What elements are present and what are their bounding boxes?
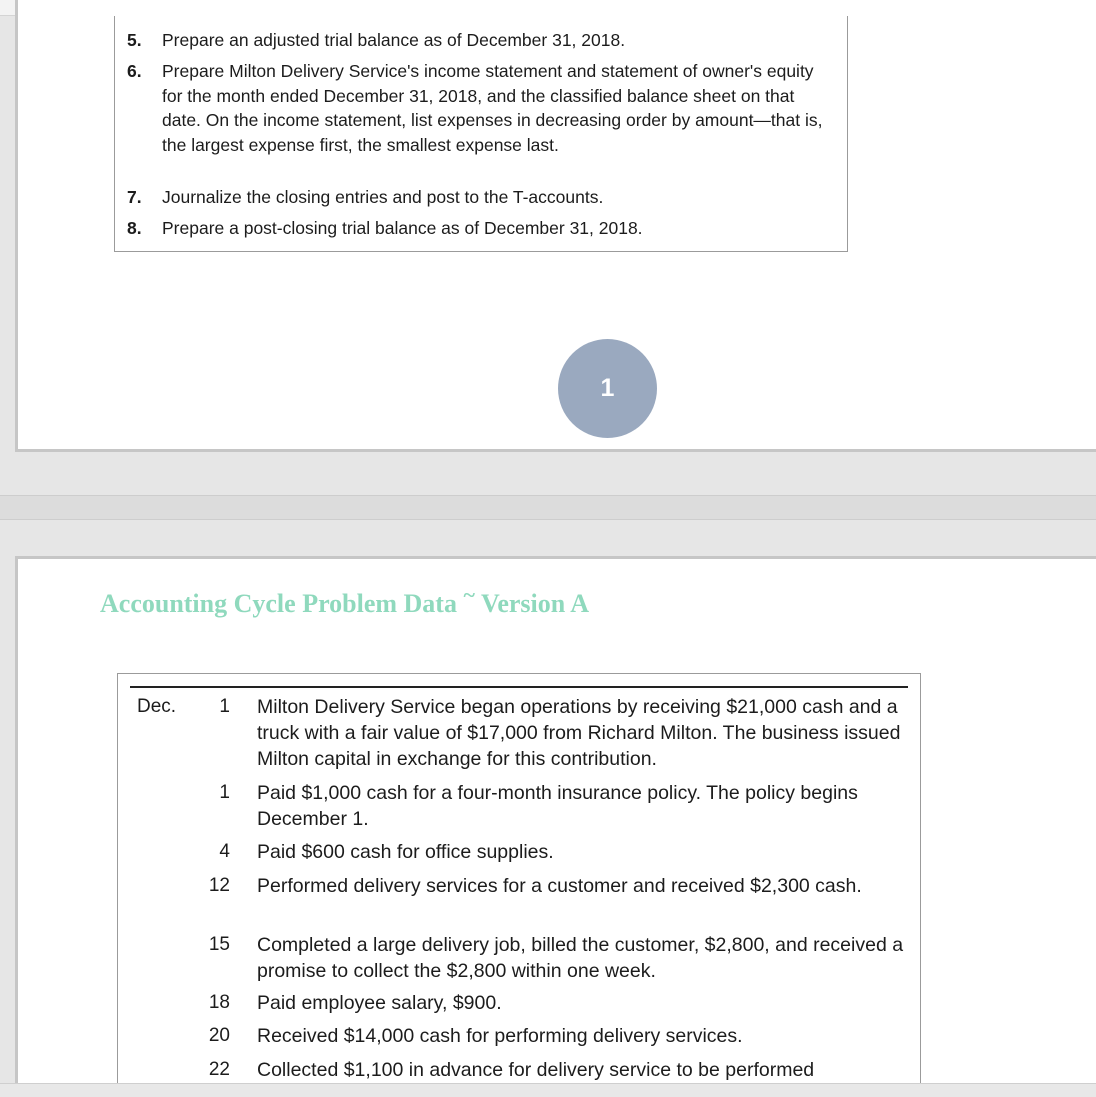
page-title <box>100 582 590 619</box>
steps-box <box>114 16 848 252</box>
horizontal-scroll-area[interactable] <box>0 1083 1096 1097</box>
step-text: Prepare Milton Delivery Service's income statement and statement of owner's equity for the month ended December 31, 2018, and the classified balance sheet on that date. On the income statement, list expenses in decreasing order by amount—that is, the largest expense first, the smallest expense last. <box>162 61 823 155</box>
transaction-text: Completed a large delivery job, billed the customer, $2,800, and received a promise to collect the $2,800 within one week. <box>257 934 904 982</box>
transaction-day: 4 <box>219 841 230 862</box>
top-rule <box>130 686 908 688</box>
transaction-text: Paid $1,000 cash for a four-month insurance policy. The policy begins December 1. <box>257 782 858 830</box>
month-label: Dec. <box>137 696 177 717</box>
transactions-box <box>117 673 921 1093</box>
transaction-text: Paid employee salary, $900. <box>257 992 502 1014</box>
title-part-1: Accounting Cycle Problem Data <box>100 589 457 618</box>
transaction-day: 12 <box>208 875 230 896</box>
step-number: 6. <box>127 61 142 81</box>
transaction-day: 1 <box>219 782 230 803</box>
transaction-text: Paid $600 cash for office supplies. <box>257 841 554 863</box>
page-number-badge: 1 <box>558 339 657 438</box>
transaction-text: Performed delivery services for a customer and received $2,300 cash. <box>257 875 862 897</box>
title-tilde: ~ <box>463 582 475 607</box>
step-text: Prepare an adjusted trial balance as of December 31, 2018. <box>162 30 626 50</box>
step-number: 8. <box>127 218 142 238</box>
document-page-2[interactable] <box>15 556 1096 1096</box>
step-text: Journalize the closing entries and post to the T-accounts. <box>162 187 604 207</box>
step-text: Prepare a post-closing trial balance as of December 31, 2018. <box>162 218 643 238</box>
transaction-text: Milton Delivery Service began operations by receiving $21,000 cash and a truck with a fair value of $17,000 from Richard Milton. The business issued Milton capital in exchange for this contribution. <box>257 696 901 770</box>
step-number: 5. <box>127 30 142 50</box>
transaction-day: 20 <box>208 1025 230 1046</box>
transaction-text: Received $14,000 cash for performing delivery services. <box>257 1025 743 1047</box>
transaction-text: Collected $1,100 in advance for delivery service to be performed <box>257 1059 815 1081</box>
document-page-1[interactable] <box>15 0 1096 452</box>
page-gap <box>0 495 1096 520</box>
transaction-day: 1 <box>219 696 230 717</box>
transaction-day: 18 <box>208 992 230 1013</box>
title-part-2: Version A <box>480 589 590 618</box>
transaction-day: 22 <box>208 1059 230 1080</box>
step-number: 7. <box>127 187 142 207</box>
transaction-day: 15 <box>208 934 230 955</box>
